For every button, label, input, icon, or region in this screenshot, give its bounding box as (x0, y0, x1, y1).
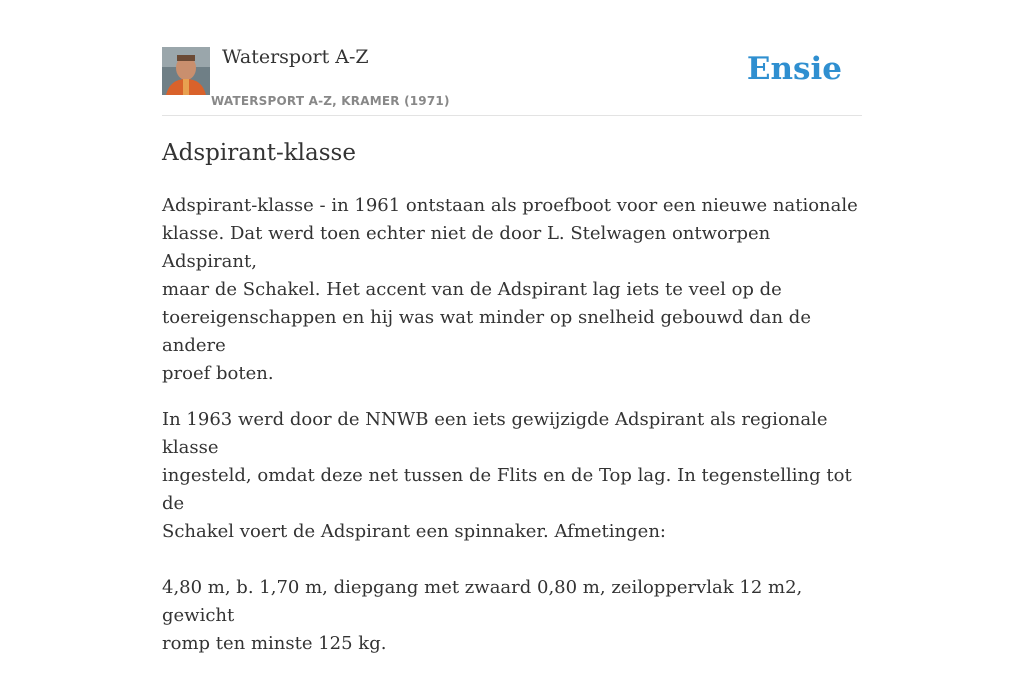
article-paragraph: In 1963 werd door de NNWB een iets gewijzigde Adspirant als regionale klasse ingesteld, omdat deze net tussen de Flits en de Top lag. In tegenstelling tot de Schakel voert de Adspirant een spinnaker. Afmetingen: 4,80 m, b. 1,70 m, diepgang met zwaard 0,80 m, zeiloppervlak 12 m2, gewicht romp ten minste 125 kg. (162, 409, 852, 654)
source-header (162, 46, 862, 116)
author-avatar[interactable] (162, 47, 210, 95)
header-divider (162, 115, 862, 116)
brand-logo-link[interactable]: Ensie (746, 51, 842, 87)
article-title: Adspirant-klasse (162, 140, 356, 166)
source-subtitle: WATERSPORT A-Z, KRAMER (1971) (211, 94, 450, 108)
article-body (162, 192, 862, 676)
source-title[interactable]: Watersport A-Z (222, 46, 369, 68)
article-paragraph: Adspirant-klasse - in 1961 ontstaan als proefboot voor een nieuwe nationale klasse. Dat werd toen echter niet de door L. Stelwagen ontworpen Adspirant, maar de Schakel. Het accent van de Adspirant lag iets te veel op de toereigenschappen en hij was wat minder op snelheid gebouwd dan de andere proef boten. (162, 195, 858, 384)
avatar-photo-icon (162, 47, 210, 95)
